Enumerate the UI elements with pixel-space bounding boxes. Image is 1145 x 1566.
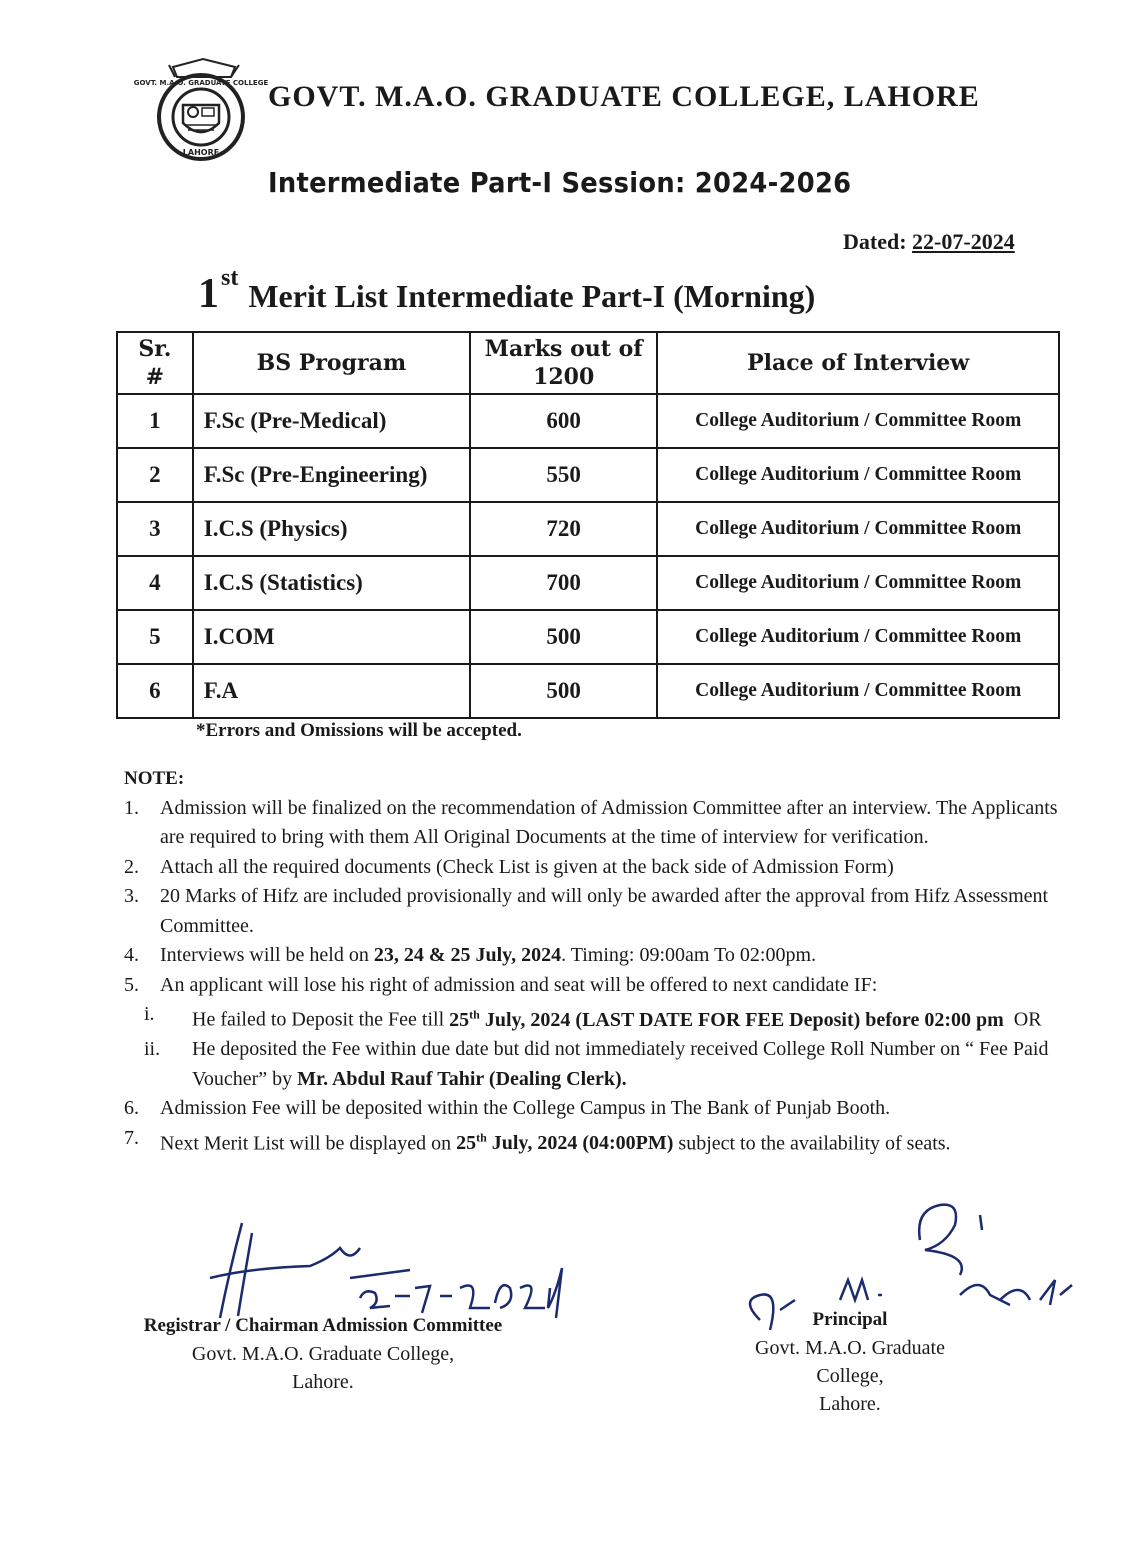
cell-program: F.Sc (Pre-Medical) (193, 394, 470, 448)
table-row (117, 394, 1059, 448)
merit-title-text: Merit List Intermediate Part-I (Morning) (248, 278, 816, 314)
notes-heading: NOTE: (124, 768, 185, 789)
note-item: 4. Interviews will be held on 23, 24 & 25 July, 2024. Timing: 09:00am To 02:00pm. (124, 944, 817, 966)
note-sub-item: i. He failed to Deposit the Fee till 25th July, 2024 (LAST DATE FOR FEE Deposit) before 02:00 pm OR (144, 1003, 1042, 1031)
dated-label: Dated: (843, 229, 907, 254)
cell-marks: 500 (470, 610, 657, 664)
merit-table (116, 331, 1060, 719)
table-row (117, 610, 1059, 664)
merit-suffix: st (221, 265, 239, 291)
principal-role: Principal (812, 1309, 888, 1330)
col-header-place: Place of Interview (657, 332, 1059, 394)
college-name: GOVT. M.A.O. GRADUATE COLLEGE, LAHORE (268, 80, 980, 113)
note-sub-item: ii. He deposited the Fee within due date but did not immediately received College Roll Number on “ Fee Paid Voucher” by Mr. Abdul Rauf Tahir (Dealing Clerk). (144, 1038, 1049, 1090)
svg-text:GOVT. M.A.O. GRADUATE COLLEGE: GOVT. M.A.O. GRADUATE COLLEGE (133, 79, 269, 87)
note-item: 1. Admission will be finalized on the recommendation of Admission Committee after an interview. The Applicants are required to bring with them All Original Documents at the time of interview for verification. (124, 796, 1058, 848)
table-row (117, 502, 1059, 556)
table-row (117, 448, 1059, 502)
cell-sr: 2 (117, 448, 193, 502)
note-item: 3. 20 Marks of Hifz are included provisionally and will only be awarded after the approval from Hifz Assessment Committee. (124, 885, 1049, 937)
cell-program: I.C.S (Physics) (193, 502, 470, 556)
col-header-sr: Sr. # (117, 332, 193, 394)
note-item: 7. Next Merit List will be displayed on 25th July, 2024 (04:00PM) subject to the availability of seats. (124, 1126, 951, 1155)
college-crest-icon (133, 55, 269, 160)
registrar-role: Registrar / Chairman Admission Committee (143, 1315, 503, 1336)
registrar-sign-block (118, 1312, 528, 1396)
signature-icon (190, 1218, 570, 1318)
cell-program: F.Sc (Pre-Engineering) (193, 448, 470, 502)
cell-marks: 550 (470, 448, 657, 502)
registrar-city: Lahore. (292, 1371, 354, 1393)
col-header-marks: Marks out of 1200 (470, 332, 657, 394)
cell-sr: 1 (117, 394, 193, 448)
note-item: 6. Admission Fee will be deposited within the College Campus in The Bank of Punjab Booth. (124, 1097, 891, 1120)
cell-sr: 3 (117, 502, 193, 556)
svg-text:LAHORE: LAHORE (182, 148, 220, 157)
registrar-signature (190, 1218, 570, 1318)
principal-city: Lahore. (819, 1393, 881, 1415)
principal-sign-block (720, 1306, 980, 1418)
table-row (117, 664, 1059, 718)
cell-marks: 720 (470, 502, 657, 556)
cell-place: College Auditorium / Committee Room (657, 664, 1059, 718)
col-header-program: BS Program (193, 332, 470, 394)
registrar-college: Govt. M.A.O. Graduate College, (191, 1343, 455, 1365)
college-logo (133, 55, 269, 160)
cell-place: College Auditorium / Committee Room (657, 448, 1059, 502)
note-item: 5. An applicant will lose his right of admission and seat will be offered to next candidate IF: (124, 973, 878, 996)
session-title: Intermediate Part-I Session: 2024-2026 (268, 166, 852, 199)
merit-list-title (198, 265, 815, 318)
cell-place: College Auditorium / Committee Room (657, 502, 1059, 556)
merit-number: 1 (198, 271, 219, 317)
cell-place: College Auditorium / Committee Room (657, 610, 1059, 664)
errata-note: *Errors and Omissions will be accepted. (196, 720, 522, 741)
cell-sr: 5 (117, 610, 193, 664)
note-item: 2. Attach all the required documents (Check List is given at the back side of Admission Form) (124, 855, 894, 878)
cell-sr: 6 (117, 664, 193, 718)
cell-program: I.COM (193, 610, 470, 664)
cell-sr: 4 (117, 556, 193, 610)
notes-section (124, 764, 1064, 1159)
cell-program: I.C.S (Statistics) (193, 556, 470, 610)
dated-value: 22-07-2024 (912, 229, 1015, 254)
table-row (117, 556, 1059, 610)
table-header-row (117, 332, 1059, 394)
cell-place: College Auditorium / Committee Room (657, 394, 1059, 448)
issue-date (843, 229, 1015, 255)
principal-college: Govt. M.A.O. Graduate College, (755, 1337, 945, 1387)
cell-marks: 600 (470, 394, 657, 448)
cell-program: F.A (193, 664, 470, 718)
cell-marks: 700 (470, 556, 657, 610)
cell-marks: 500 (470, 664, 657, 718)
cell-place: College Auditorium / Committee Room (657, 556, 1059, 610)
